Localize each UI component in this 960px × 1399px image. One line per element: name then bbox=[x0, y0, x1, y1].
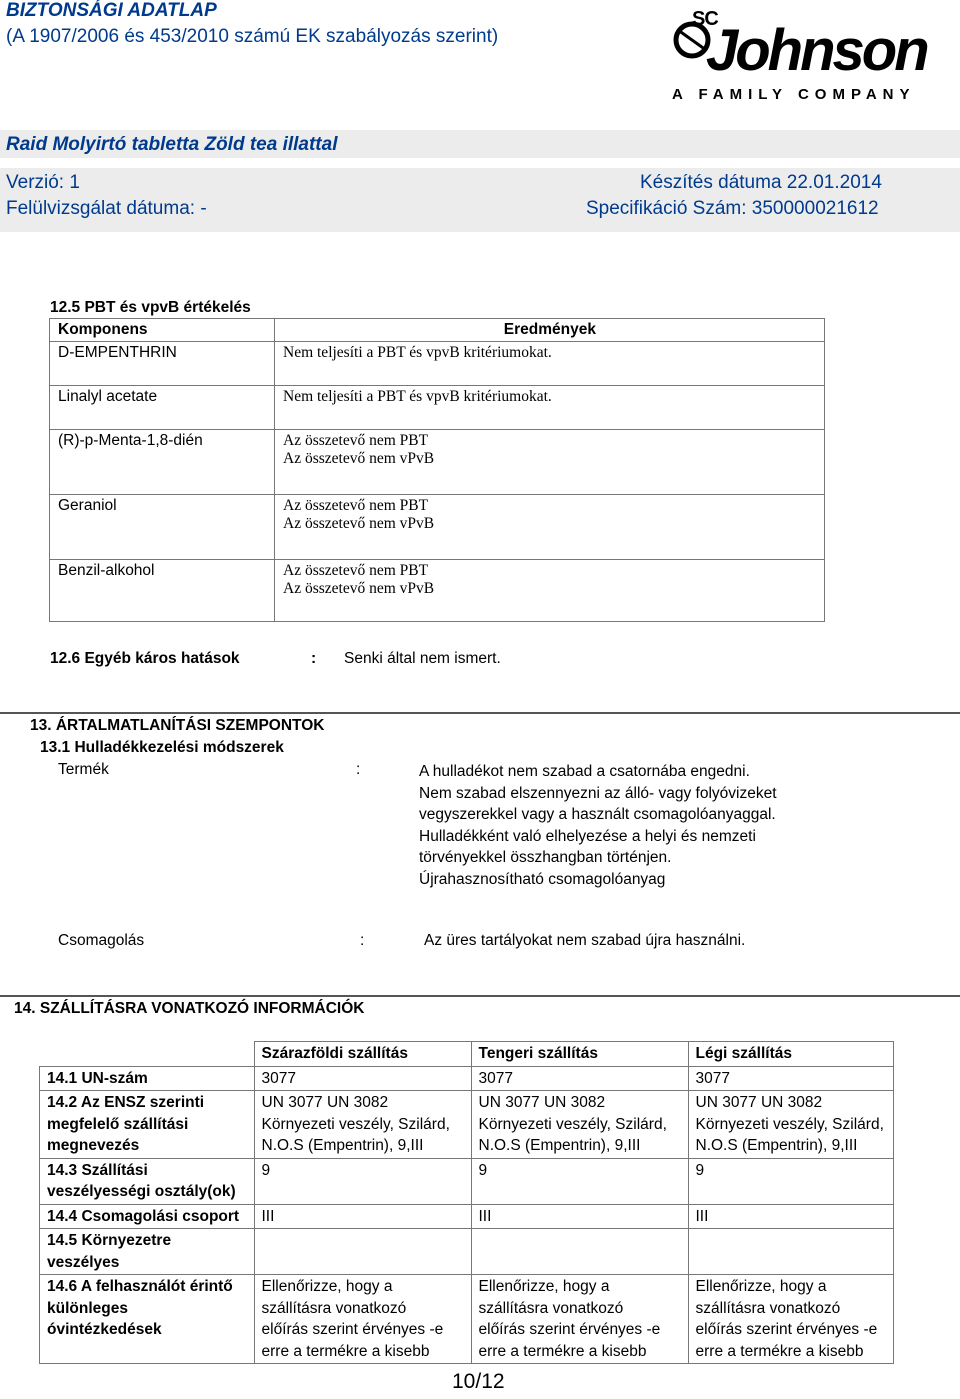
product-label: Termék bbox=[58, 761, 109, 778]
cell-value: 3077 bbox=[695, 1069, 730, 1087]
text-line: Újrahasznosítható csomagolóanyag bbox=[419, 870, 666, 888]
colon: : bbox=[356, 761, 361, 778]
cell-value: UN 3077 UN 3082 bbox=[695, 1094, 823, 1111]
cell-value: erre a termékre a kisebb bbox=[478, 1342, 647, 1360]
creation-date: Készítés dátuma 22.01.2014 bbox=[640, 172, 882, 193]
cell-value: III bbox=[261, 1207, 275, 1225]
cell-value: előírás szerint érvényes -e bbox=[478, 1321, 661, 1338]
table-row bbox=[50, 495, 825, 560]
section-13-1-heading: 13.1 Hulladékkezelési módszerek bbox=[40, 739, 284, 756]
table-row bbox=[40, 1275, 894, 1364]
cell-value: Környezeti veszély, Szilárd, bbox=[695, 1115, 884, 1133]
cell-value: N.O.S (Empentrin), 9,III bbox=[695, 1137, 858, 1154]
section-13-heading: 13. ÁRTALMATLANÍTÁSI SZEMPONTOK bbox=[30, 717, 325, 734]
colon: : bbox=[311, 650, 317, 667]
cell-value: erre a termékre a kisebb bbox=[695, 1342, 864, 1360]
spec-number: Specifikáció Szám: 350000021612 bbox=[586, 198, 879, 219]
cell-value: Ellenőrizze, hogy a bbox=[695, 1278, 827, 1295]
cell-value: erre a termékre a kisebb bbox=[261, 1342, 430, 1360]
component-name: Linalyl acetate bbox=[50, 386, 275, 430]
version: Verzió: 1 bbox=[6, 172, 80, 193]
cell-value: III bbox=[478, 1207, 492, 1225]
result-line: Nem teljesíti a PBT és vpvB kritériumokat. bbox=[283, 388, 552, 405]
cell-value: Ellenőrizze, hogy a bbox=[261, 1278, 393, 1295]
cell-value: UN 3077 UN 3082 bbox=[478, 1094, 606, 1111]
col-results: Eredmények bbox=[275, 319, 825, 342]
transport-table bbox=[39, 1041, 894, 1364]
result-line: Az összetevő nem vPvB bbox=[283, 450, 435, 467]
row-label: 14.2 Az ENSZ szerinti bbox=[47, 1094, 205, 1111]
table-row bbox=[40, 1204, 894, 1229]
col-land: Szárazföldi szállítás bbox=[254, 1042, 471, 1067]
cell-value: szállításra vonatkozó bbox=[478, 1299, 624, 1317]
section-12-6-value: Senki által nem ismert. bbox=[344, 650, 501, 667]
table-row bbox=[40, 1091, 894, 1159]
cell-value: Ellenőrizze, hogy a bbox=[478, 1278, 610, 1295]
text-line: Hulladékként való elhelyezése a helyi és nemzeti bbox=[419, 827, 756, 845]
row-label: 14.5 Környezetre bbox=[47, 1232, 172, 1249]
logo-tagline: A FAMILY COMPANY bbox=[672, 86, 916, 103]
cell-value: szállításra vonatkozó bbox=[261, 1299, 407, 1317]
cell-value: N.O.S (Empentrin), 9,III bbox=[478, 1137, 641, 1154]
table-row bbox=[40, 1066, 894, 1091]
section-12-5-heading: 12.5 PBT és vpvB értékelés bbox=[50, 299, 251, 316]
result-line: Az összetevő nem PBT bbox=[283, 497, 429, 514]
table-row bbox=[50, 430, 825, 495]
component-name: (R)-p-Menta-1,8-dién bbox=[50, 430, 275, 495]
table-row bbox=[50, 386, 825, 430]
pbt-table bbox=[49, 318, 825, 622]
row-label: 14.6 A felhasználót érintő bbox=[47, 1278, 233, 1295]
review-date: Felülvizsgálat dátuma: - bbox=[6, 198, 207, 219]
result-line: Az összetevő nem vPvB bbox=[283, 580, 435, 597]
section-12-6-label: 12.6 Egyéb káros hatások bbox=[50, 650, 240, 667]
product-name: Raid Molyirtó tabletta Zöld tea illattal bbox=[6, 134, 338, 155]
cell-value: 3077 bbox=[261, 1069, 296, 1087]
row-label: megnevezés bbox=[47, 1137, 140, 1154]
colon: : bbox=[360, 932, 365, 949]
cell-value: N.O.S (Empentrin), 9,III bbox=[261, 1137, 424, 1154]
col-component: Komponens bbox=[50, 319, 275, 342]
component-name: Benzil-alkohol bbox=[50, 560, 275, 622]
row-label: megfelelő szállítási bbox=[47, 1115, 189, 1133]
logo-sc-text: SC bbox=[692, 8, 718, 30]
text-line: törvényekkel összhangban történjen. bbox=[419, 849, 672, 866]
row-label: 14.3 Szállítási bbox=[47, 1161, 148, 1179]
text-line: A hulladékot nem szabad a csatornába engedni. bbox=[419, 763, 750, 780]
result-line: Nem teljesíti a PBT és vpvB kritériumokat. bbox=[283, 344, 552, 361]
text-line: vegyszerekkel vagy a használt csomagolóanyaggal. bbox=[419, 806, 776, 823]
table-row bbox=[40, 1158, 894, 1204]
row-label: 14.1 UN-szám bbox=[47, 1069, 148, 1087]
cell-value: Környezeti veszély, Szilárd, bbox=[261, 1115, 450, 1133]
result-line: Az összetevő nem PBT bbox=[283, 562, 429, 579]
row-label: veszélyességi osztály(ok) bbox=[47, 1183, 236, 1200]
result-line: Az összetevő nem vPvB bbox=[283, 515, 435, 532]
col-air: Légi szállítás bbox=[688, 1042, 893, 1067]
text-line: Nem szabad elszennyezni az álló- vagy folyóvizeket bbox=[419, 784, 777, 802]
logo-johnson-text: Johnson bbox=[706, 18, 927, 83]
cell-value: szállításra vonatkozó bbox=[695, 1299, 841, 1317]
section-divider bbox=[0, 712, 960, 714]
row-label: különleges bbox=[47, 1299, 128, 1317]
cell-value: UN 3077 UN 3082 bbox=[261, 1094, 389, 1111]
cell-value: 9 bbox=[478, 1161, 488, 1179]
cell-value: előírás szerint érvényes -e bbox=[695, 1321, 878, 1338]
document-title: BIZTONSÁGI ADATLAP bbox=[6, 0, 217, 21]
component-name: D-EMPENTHRIN bbox=[50, 342, 275, 386]
packaging-label: Csomagolás bbox=[58, 932, 145, 949]
section-divider bbox=[0, 995, 960, 997]
cell-value: Környezeti veszély, Szilárd, bbox=[478, 1115, 667, 1133]
component-name: Geraniol bbox=[50, 495, 275, 560]
cell-value: 9 bbox=[261, 1161, 271, 1179]
page-number: 10/12 bbox=[452, 1370, 505, 1393]
packaging-value: Az üres tartályokat nem szabad újra használni. bbox=[424, 932, 746, 949]
product-disposal-text bbox=[419, 761, 777, 890]
row-label: 14.4 Csomagolási csoport bbox=[47, 1207, 240, 1225]
document-regulation: (A 1907/2006 és 453/2010 számú EK szabályozás szerint) bbox=[6, 26, 499, 47]
cell-value: előírás szerint érvényes -e bbox=[261, 1321, 444, 1338]
cell-value: 9 bbox=[695, 1161, 705, 1179]
cell-value: III bbox=[695, 1207, 709, 1225]
table-row bbox=[50, 342, 825, 386]
col-sea: Tengeri szállítás bbox=[471, 1042, 688, 1067]
row-label: veszélyes bbox=[47, 1253, 120, 1271]
row-label: óvintézkedések bbox=[47, 1321, 162, 1338]
section-14-heading: 14. SZÁLLÍTÁSRA VONATKOZÓ INFORMÁCIÓK bbox=[14, 1000, 365, 1017]
result-line: Az összetevő nem PBT bbox=[283, 432, 429, 449]
cell-value: 3077 bbox=[478, 1069, 513, 1087]
table-row bbox=[50, 560, 825, 622]
table-row bbox=[40, 1229, 894, 1275]
